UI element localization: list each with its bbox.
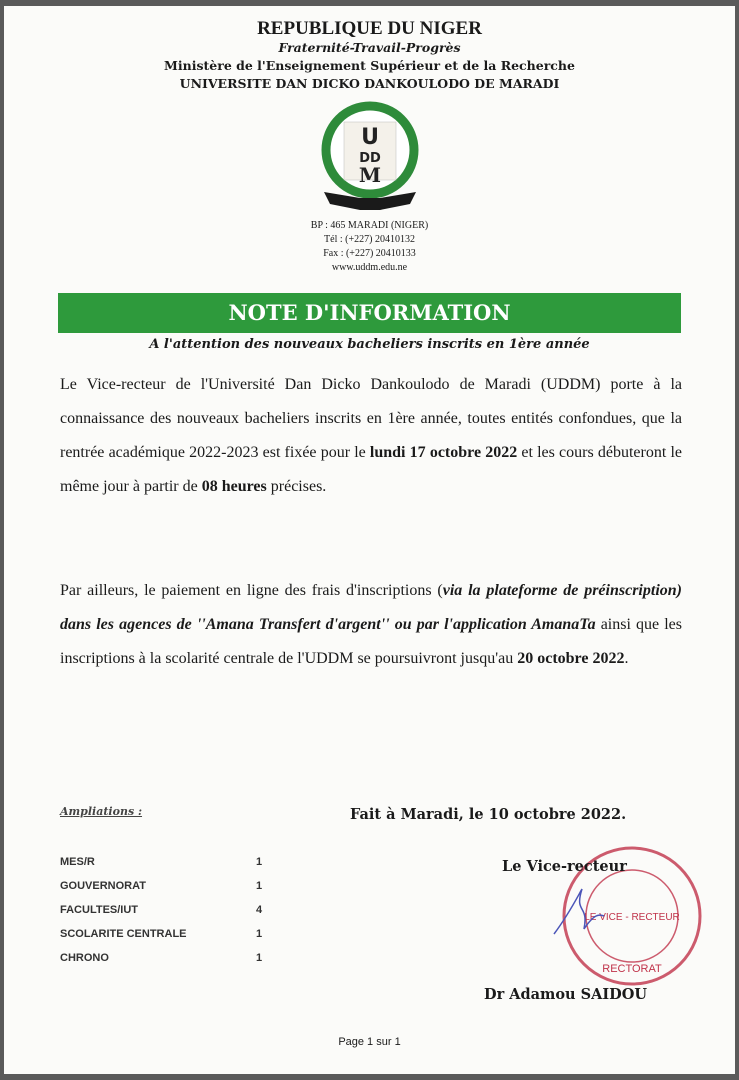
stamp-center-text: LE VICE - RECTEUR — [584, 912, 680, 923]
page-number: Page 1 sur 1 — [338, 1036, 401, 1048]
text-segment: ainsi que les inscriptions à la scolarité centrale de l'UDDM se poursuivront jusqu'au — [60, 616, 683, 667]
ampliation-count: 1 — [256, 856, 263, 868]
text-segment: précises. — [266, 478, 327, 495]
paragraph-2 — [60, 574, 682, 676]
ampliation-count: 4 — [256, 904, 263, 916]
text-segment: via la plateforme de préinscription) dans les agences de ''Amana Transfert d'argent'' ou par l'application AmanaTa — [60, 582, 682, 633]
signatory-role: Le Vice-recteur — [502, 858, 627, 875]
ampliation-count: 1 — [256, 880, 263, 892]
svg-text:M: M — [358, 163, 382, 187]
ampliation-name: FACULTES/IUT — [60, 904, 139, 916]
ampliation-row — [60, 898, 262, 922]
fax: Fax : (+227) 20410133 — [323, 248, 416, 259]
signatory-name: Dr Adamou SAIDOU — [484, 986, 648, 1003]
ampliation-name: MES/R — [60, 856, 95, 868]
university: UNIVERSITE DAN DICKO DANKOULODO DE MARADI — [179, 76, 560, 91]
ampliation-row — [60, 946, 262, 970]
text-segment: 20 octobre 2022 — [517, 650, 625, 667]
text-segment: Le Vice-recteur de l'Université Dan Dicko Dankoulodo de Maradi (UDDM) porte à la connaissance des nouveaux bacheliers inscrits en 1ère année, toutes entités confondues, que la rentrée académique 2022-2023 est fixée pour le — [60, 376, 682, 461]
paragraph-1 — [60, 368, 682, 504]
text-segment: 08 heures — [201, 478, 267, 495]
svg-text:U: U — [361, 125, 379, 150]
stamp-bottom-text: RECTORAT — [602, 963, 662, 975]
motto: Fraternité-Travail-Progrès — [278, 40, 461, 55]
phone: Tél : (+227) 20410132 — [324, 234, 415, 245]
svg-text:DD: DD — [359, 151, 381, 166]
ministry: Ministère de l'Enseignement Supérieur et de la Recherche — [164, 58, 575, 73]
text-segment: et les cours débuteront le même jour à partir de — [60, 444, 682, 495]
note-subtitle: A l'attention des nouveaux bacheliers inscrits en 1ère année — [149, 337, 590, 352]
ampliation-name: SCOLARITE CENTRALE — [60, 928, 187, 940]
ampliation-count: 1 — [256, 952, 263, 964]
ampliation-row — [60, 874, 262, 898]
ampliation-count: 1 — [256, 928, 263, 940]
ampliations-list — [60, 850, 262, 970]
text-segment: Par ailleurs, le paiement en ligne des frais d'inscriptions ( — [60, 582, 443, 599]
ampliation-name: CHRONO — [60, 952, 109, 964]
place-date: Fait à Maradi, le 10 octobre 2022. — [350, 806, 627, 823]
university-logo — [310, 100, 430, 218]
ampliation-row — [60, 922, 262, 946]
postal-box: BP : 465 MARADI (NIGER) — [310, 220, 429, 231]
ampliation-name: GOUVERNORAT — [60, 880, 146, 892]
ampliations-label: Ampliations : — [60, 805, 143, 818]
document-page — [4, 6, 735, 1074]
website: www.uddm.edu.ne — [331, 262, 408, 273]
text-segment: lundi 17 octobre 2022 — [369, 444, 518, 461]
country-title: REPUBLIQUE DU NIGER — [257, 18, 482, 39]
text-segment: . — [624, 650, 629, 667]
note-banner: NOTE D'INFORMATION — [58, 293, 681, 333]
address-block — [4, 219, 735, 275]
ampliation-row — [60, 850, 262, 874]
